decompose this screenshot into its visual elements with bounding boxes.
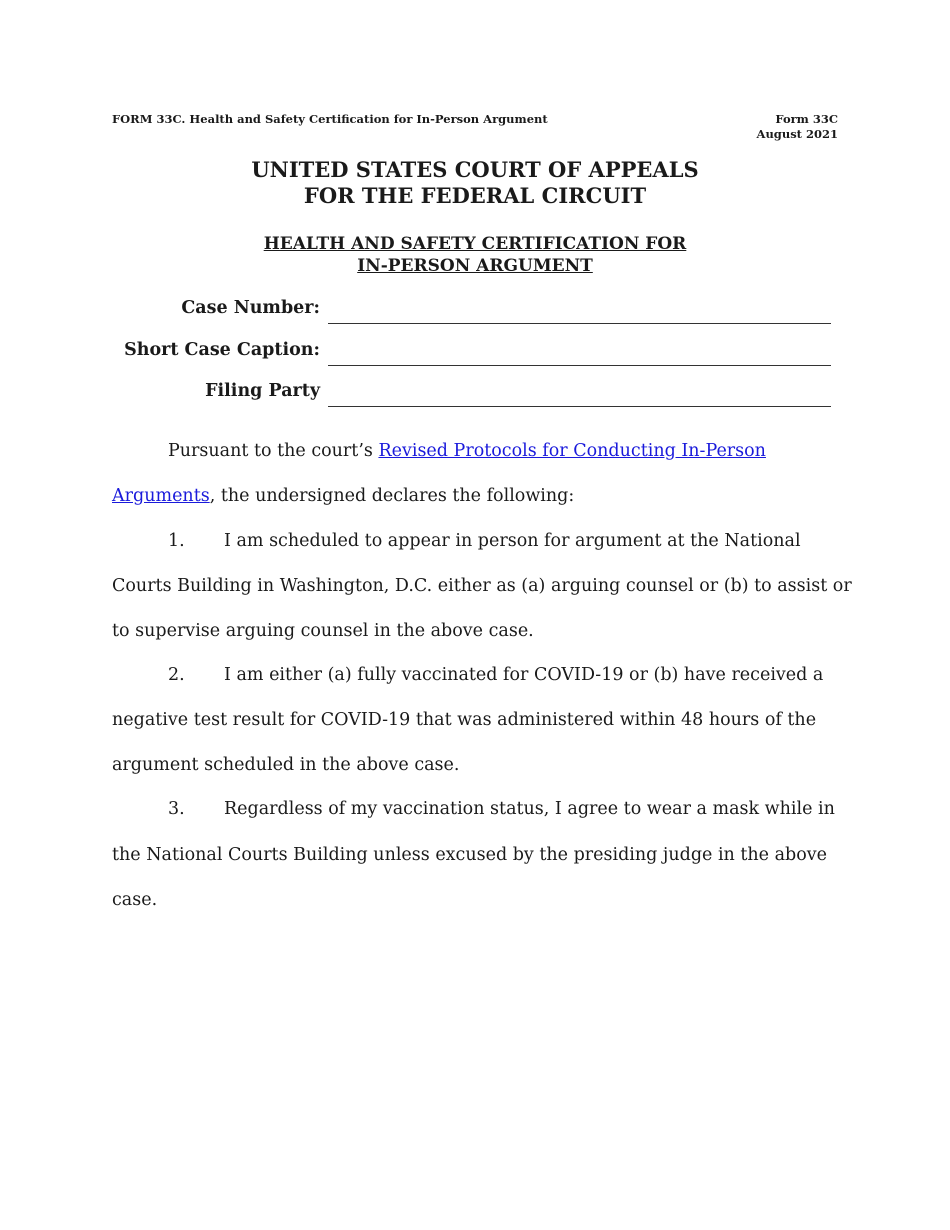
item-2-number: 2. <box>168 665 185 685</box>
protocols-link-cont[interactable]: Arguments <box>112 486 210 506</box>
case-number-field[interactable] <box>328 323 831 324</box>
court-title <box>0 157 950 209</box>
case-number-row <box>0 298 950 326</box>
court-title-line2: FOR THE FEDERAL CIRCUIT <box>303 183 647 208</box>
court-title-line1: UNITED STATES COURT OF APPEALS <box>251 157 699 182</box>
form-header-title: FORM 33C. Health and Safety Certification for In-Person Argument <box>112 112 548 126</box>
intro-suffix: , the undersigned declares the following: <box>209 486 575 506</box>
item-2-line1: I am either (a) fully vaccinated for COVID-19 or (b) have received a <box>224 665 824 685</box>
item-3-number: 3. <box>168 799 185 819</box>
item-3-line2: the National Courts Building unless excused by the presiding judge in the above <box>112 845 828 865</box>
filing-party-label: Filing Party <box>205 381 320 401</box>
item-3-line3: case. <box>112 890 158 910</box>
item-2-line3: argument scheduled in the above case. <box>112 755 460 775</box>
form-header-meta <box>757 112 838 142</box>
form-number: Form 33C <box>775 112 838 126</box>
short-case-caption-label: Short Case Caption: <box>124 340 320 360</box>
intro-line2 <box>112 485 574 507</box>
item-1-line1: I am scheduled to appear in person for argument at the National <box>224 531 801 551</box>
case-number-label: Case Number: <box>181 298 320 318</box>
item-1-number: 1. <box>168 531 185 551</box>
certification-title <box>0 233 950 277</box>
item-2-line2: negative test result for COVID-19 that was administered within 48 hours of the <box>112 710 817 730</box>
certification-title-line2: IN-PERSON ARGUMENT <box>357 256 593 276</box>
intro-line1 <box>168 440 766 462</box>
certification-title-line1: HEALTH AND SAFETY CERTIFICATION FOR <box>263 234 687 254</box>
short-case-caption-field[interactable] <box>328 365 831 366</box>
item-1-line2: Courts Building in Washington, D.C. either as (a) arguing counsel or (b) to assist or <box>112 576 852 596</box>
form-date: August 2021 <box>756 127 838 141</box>
protocols-link[interactable]: Revised Protocols for Conducting In-Person <box>378 441 766 461</box>
item-3-line1: Regardless of my vaccination status, I agree to wear a mask while in <box>224 799 835 819</box>
intro-prefix: Pursuant to the court’s <box>168 441 379 461</box>
short-case-caption-row <box>0 340 950 368</box>
filing-party-field[interactable] <box>328 406 831 407</box>
filing-party-row <box>0 381 950 409</box>
item-1-line3: to supervise arguing counsel in the above case. <box>112 621 534 641</box>
